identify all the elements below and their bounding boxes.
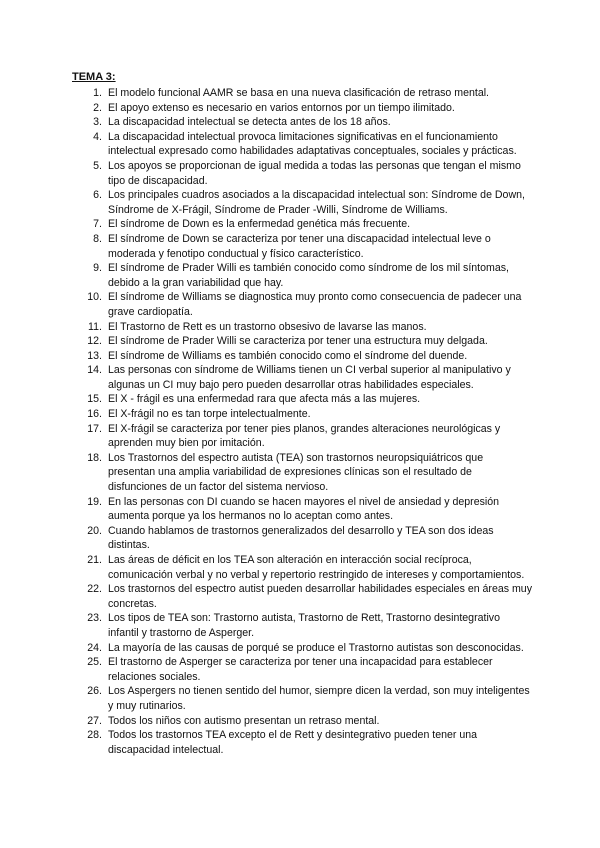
item-text: El trastorno de Asperger se caracteriza por tener una incapacidad para establecer relaciones sociales. bbox=[108, 656, 493, 683]
list-item bbox=[72, 553, 532, 582]
item-text: Los tipos de TEA son: Trastorno autista, Trastorno de Rett, Trastorno desintegrativo infantil y trastorno de Asperger. bbox=[108, 612, 500, 639]
item-number: 28. bbox=[87, 729, 102, 742]
list-item bbox=[72, 130, 532, 159]
list-item bbox=[72, 261, 532, 290]
list-item bbox=[72, 728, 532, 757]
item-number: 24. bbox=[87, 641, 102, 654]
item-text: Las personas con síndrome de Williams tienen un CI verbal superior al manipulativo y algunas un CI muy bajo pero pueden desarrollar otras habilidades especiales. bbox=[108, 364, 511, 391]
list-item bbox=[72, 217, 532, 232]
item-number: 13. bbox=[87, 349, 102, 362]
list-item bbox=[72, 451, 532, 495]
item-text: Todos los trastornos TEA excepto el de Rett y desintegrativo pueden tener una discapacidad intelectual. bbox=[108, 729, 478, 756]
item-text: El X-frágil se caracteriza por tener pies planos, grandes alteraciones neurológicas y aprenden muy bien por imitación. bbox=[108, 422, 501, 450]
list-item bbox=[72, 101, 532, 116]
item-number: 20. bbox=[87, 524, 102, 537]
item-number: 5. bbox=[93, 159, 102, 172]
list-item bbox=[72, 86, 532, 101]
list-item bbox=[72, 582, 532, 611]
list-item bbox=[72, 363, 532, 392]
item-text: Los apoyos se proporcionan de igual medida a todas las personas que tengan el mismo tipo de discapacidad. bbox=[108, 159, 521, 187]
list-item bbox=[72, 188, 532, 217]
list-item bbox=[72, 611, 532, 640]
item-number: 10. bbox=[87, 291, 102, 304]
item-text: El síndrome de Prader Willi es también conocido como síndrome de los mil síntomas, debido a la gran variabilidad que hay. bbox=[108, 262, 509, 289]
list-item bbox=[72, 655, 532, 684]
item-text: El síndrome de Prader Willi se caracteriza por tener una estructura muy delgada. bbox=[108, 335, 488, 348]
item-text: El X-frágil no es tan torpe intelectualmente. bbox=[108, 408, 311, 421]
list-item bbox=[72, 714, 532, 729]
item-text: La discapacidad intelectual provoca limitaciones significativas en el funcionamiento intelectual expresado como habilidades adaptativas conceptuales, sociales y prácticas. bbox=[108, 130, 517, 158]
item-number: 25. bbox=[87, 656, 102, 669]
item-text: El síndrome de Down se caracteriza por tener una discapacidad intelectual leve o moderada y fenotipo conductual y físico característico. bbox=[108, 232, 491, 260]
list-item bbox=[72, 290, 532, 319]
item-text: Todos los niños con autismo presentan un retraso mental. bbox=[108, 714, 380, 727]
item-number: 1. bbox=[93, 87, 102, 99]
item-number: 7. bbox=[93, 218, 102, 231]
item-text: El modelo funcional AAMR se basa en una nueva clasificación de retraso mental. bbox=[108, 87, 490, 99]
list-item bbox=[72, 392, 532, 407]
list-item bbox=[72, 232, 532, 261]
item-text: El Trastorno de Rett es un trastorno obsesivo de lavarse las manos. bbox=[108, 320, 427, 333]
list-item bbox=[72, 159, 532, 188]
item-number: 3. bbox=[93, 116, 102, 129]
item-text: Los trastornos del espectro autist pueden desarrollar habilidades especiales en áreas muy concretas. bbox=[108, 583, 532, 610]
item-number: 27. bbox=[87, 714, 102, 727]
item-number: 26. bbox=[87, 685, 102, 698]
item-number: 12. bbox=[87, 335, 102, 348]
item-number: 19. bbox=[87, 495, 102, 508]
list-item bbox=[72, 334, 532, 349]
list-item bbox=[72, 349, 532, 364]
item-number: 21. bbox=[87, 554, 102, 566]
list-item bbox=[72, 641, 532, 656]
list-item bbox=[72, 684, 532, 713]
item-text: El X - frágil es una enfermedad rara que afecta más a las mujeres. bbox=[108, 393, 421, 406]
item-number: 9. bbox=[93, 262, 102, 275]
document-title: TEMA 3: bbox=[72, 71, 116, 83]
item-text: Los Aspergers no tienen sentido del humor, siempre dicen la verdad, son muy inteligentes y muy rutinarios. bbox=[108, 685, 530, 712]
item-text: El apoyo extenso es necesario en varios entornos por un tiempo ilimitado. bbox=[108, 101, 455, 114]
item-text: Los Trastornos del espectro autista (TEA) son trastornos neuropsiquiátricos que presentan una amplia variabilidad de expresiones clínicas son el resultado de disfunciones de un factor del sistema nervioso. bbox=[108, 451, 484, 494]
item-text: El síndrome de Williams se diagnostica muy pronto como consecuencia de padecer una grave cardiopatía. bbox=[108, 291, 522, 318]
item-number: 8. bbox=[93, 232, 102, 245]
item-number: 23. bbox=[87, 612, 102, 625]
list-item bbox=[72, 422, 532, 451]
item-number: 17. bbox=[87, 422, 102, 435]
item-number: 18. bbox=[87, 451, 102, 464]
item-text: La discapacidad intelectual se detecta antes de los 18 años. bbox=[108, 116, 391, 129]
list-item bbox=[72, 320, 532, 335]
item-text: Los principales cuadros asociados a la discapacidad intelectual son: Síndrome de Down, Síndrome de X-Frágil, Síndrome de Prader -Willi, Síndrome de Williams. bbox=[108, 189, 525, 216]
list-item bbox=[72, 524, 532, 553]
item-text: Cuando hablamos de trastornos generalizados del desarrollo y TEA son dos ideas distintas. bbox=[108, 524, 494, 552]
list-item bbox=[72, 495, 532, 524]
item-text: La mayoría de las causas de porqué se produce el Trastorno autistas son desconocidas. bbox=[108, 641, 524, 654]
question-list bbox=[72, 86, 532, 757]
item-number: 14. bbox=[87, 364, 102, 377]
list-item bbox=[72, 407, 532, 422]
item-number: 2. bbox=[93, 101, 102, 114]
item-number: 16. bbox=[87, 408, 102, 421]
item-number: 15. bbox=[87, 393, 102, 406]
item-text: El síndrome de Down es la enfermedad genética más frecuente. bbox=[108, 218, 411, 231]
item-text: El síndrome de Williams es también conocido como el síndrome del duende. bbox=[108, 349, 468, 362]
item-number: 6. bbox=[93, 189, 102, 202]
item-number: 4. bbox=[93, 130, 102, 143]
item-text: Las áreas de déficit en los TEA son alteración en interacción social recíproca, comunicación verbal y no verbal y repertorio restringido de intereses y comportamientos. bbox=[108, 554, 525, 581]
item-number: 11. bbox=[88, 320, 102, 333]
item-text: En las personas con DI cuando se hacen mayores el nivel de ansiedad y depresión aumenta porque ya los hermanos no lo aceptan como antes. bbox=[108, 495, 500, 523]
list-item bbox=[72, 115, 532, 130]
item-number: 22. bbox=[87, 583, 102, 596]
